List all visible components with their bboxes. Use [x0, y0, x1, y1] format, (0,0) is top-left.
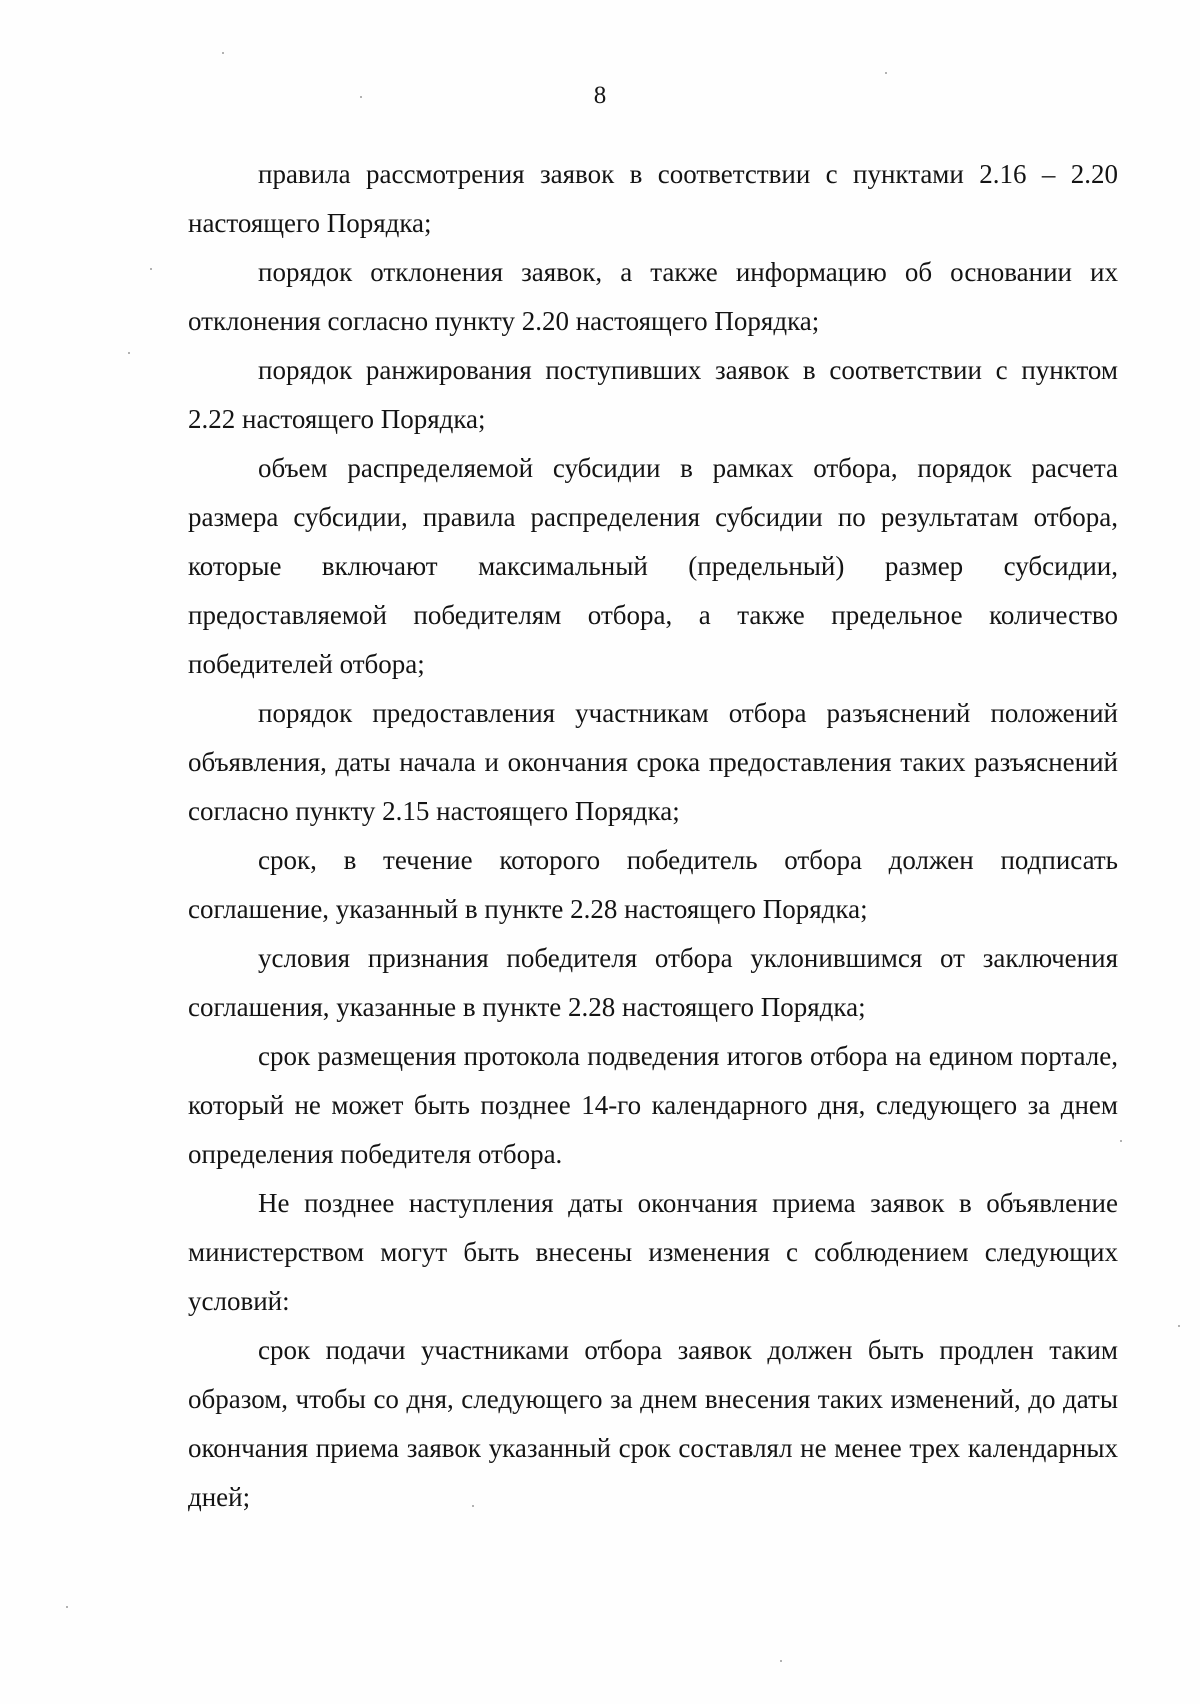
- page-number: 8: [593, 82, 607, 109]
- scan-speck: [128, 352, 130, 354]
- paragraph-subsidy-volume: объем распределяемой субсидии в рамках отбора, порядок расчета размера субсидии, правила распределения субсидии по результатам отбора, которые включают максимальный (предельный) размер субсидии, предоставляемой победителям отбора, а также предельное количество победителей отбора;: [188, 453, 1118, 679]
- paragraph-evasion-conditions: условия признания победителя отбора уклонившимся от заключения соглашения, указанные в пункте 2.28 настоящего Порядка;: [188, 943, 1118, 1022]
- paragraph-review-rules: правила рассмотрения заявок в соответствии с пунктами 2.16 – 2.20 настоящего Порядка;: [188, 159, 1118, 238]
- paragraph-announcement-changes: Не позднее наступления даты окончания приема заявок в объявление министерством могут быть внесены изменения с соблюдением следующих условий:: [188, 1188, 1118, 1316]
- paragraph-ranking-procedure: порядок ранжирования поступивших заявок в соответствии с пунктом 2.22 настоящего Порядка;: [188, 355, 1118, 434]
- scan-speck: [360, 96, 362, 98]
- scan-speck: [885, 72, 887, 74]
- paragraph-signing-deadline: срок, в течение которого победитель отбора должен подписать соглашение, указанный в пункте 2.28 настоящего Порядка;: [188, 845, 1118, 924]
- scan-speck: [222, 52, 224, 54]
- paragraph-protocol-publication: срок размещения протокола подведения итогов отбора на едином портале, который не может быть позднее 14-го календарного дня, следующего за днем определения победителя отбора.: [188, 1041, 1118, 1169]
- paragraph-rejection-procedure: порядок отклонения заявок, а также информацию об основании их отклонения согласно пункту 2.20 настоящего Порядка;: [188, 257, 1118, 336]
- paragraph-clarifications: порядок предоставления участникам отбора разъяснений положений объявления, даты начала и окончания срока предоставления таких разъяснений согласно пункту 2.15 настоящего Порядка;: [188, 698, 1118, 826]
- scan-speck: [150, 268, 152, 270]
- paragraph-submission-extension: срок подачи участниками отбора заявок должен быть продлен таким образом, чтобы со дня, следующего за днем внесения таких изменений, до даты окончания приема заявок указанный срок составлял не менее трех календарных дней;: [188, 1335, 1118, 1512]
- scan-speck: [1120, 1140, 1122, 1142]
- scan-speck: [472, 1505, 474, 1507]
- scan-speck: [1178, 1325, 1180, 1327]
- document-body: [188, 150, 1118, 1522]
- scan-speck: [780, 1660, 782, 1662]
- scan-speck: [66, 1606, 68, 1608]
